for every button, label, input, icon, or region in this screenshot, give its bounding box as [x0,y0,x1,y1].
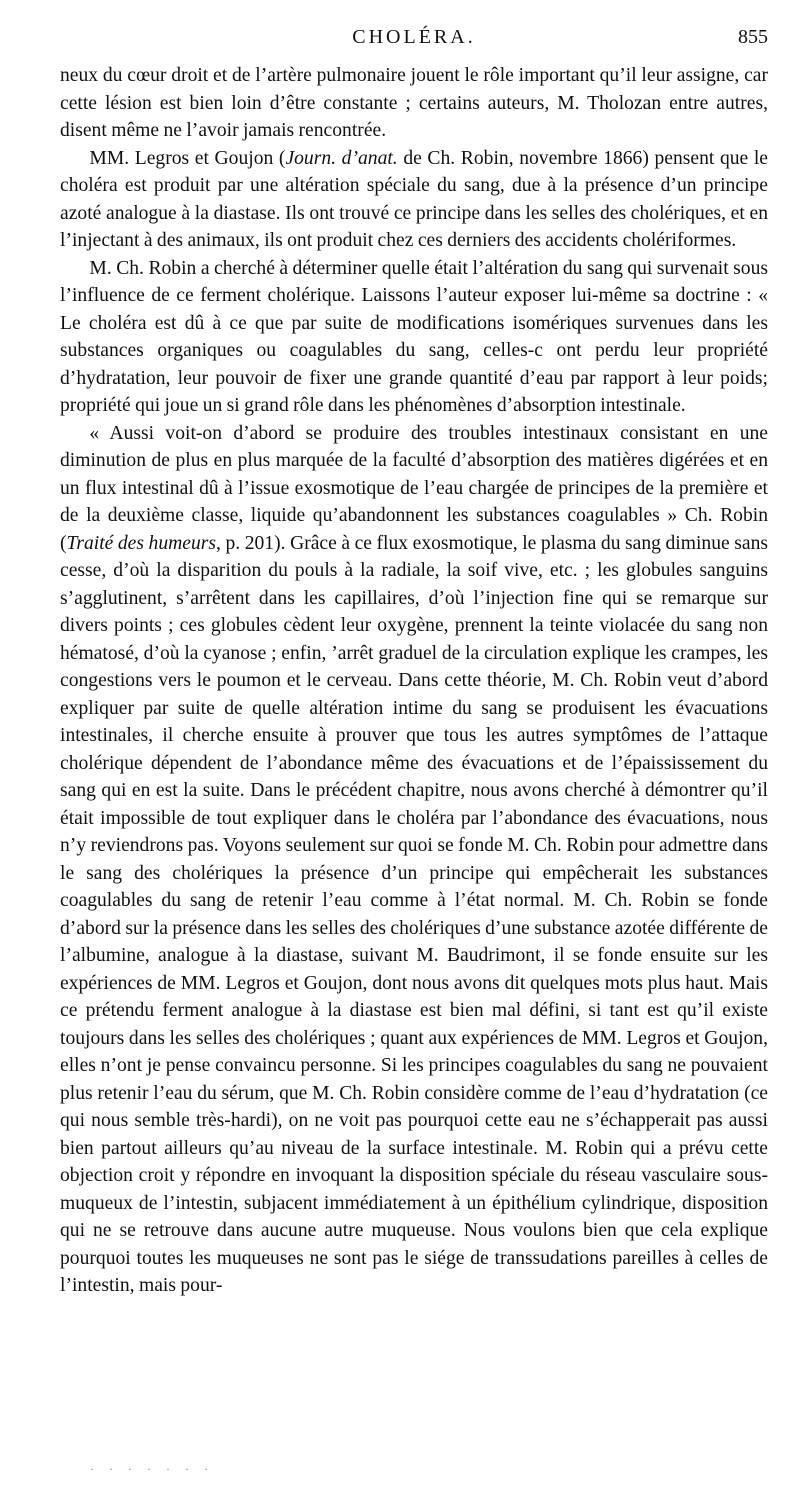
text-segment: « Aussi voit-on d’abord se produire des troubles intestinaux consistant en une diminution de plus en plus marquée de la faculté d’absorption des matières digérées et en un flux intestinal dû à l’issue exosmotique de l’eau chargée de principes de la première et de la deuxième classe, liquide qu’abandonnent les substances coagulables » Ch. Robin ( [60,422,768,554]
text-segment: M. Ch. Robin a cherché à déterminer quelle était l’altération du sang qui survenait sous l’influence de ce ferment cholérique. Laissons l’auteur exposer lui-même sa doctrine : « Le choléra est dû à ce que par suite de modifications isomériques survenues dans les substances organiques ou coagulables du sang, celles-c ont perdu leur propriété d’hydratation, leur pouvoir de fixer une grande quantité d’eau par rapport à leur poids; propriété qui joue un si grand rôle dans les phénomènes d’absorption intestinale. [60,257,768,416]
running-title: CHOLÉRA. [352,26,476,48]
paragraph-4 [60,420,768,1300]
journal-citation: Journ. d’anat. [285,147,398,169]
paragraph-2 [60,145,768,255]
text-segment: de Ch. Robin, novembre 1866) pensent que le choléra est produit par une altération spéciale du sang, due à la présence d’un principe azoté analogue à la diastase. Ils ont trouvé ce principe dans les selles des cholériques, et en l’injectant à des animaux, ils ont produit chez ces derniers des accidents cholériformes. [60,147,768,251]
book-citation: Traité des humeurs [66,532,217,554]
scan-speckle: · · · · · · · [90,1462,214,1476]
text-segment: MM. Legros et Goujon ( [89,147,286,169]
running-head [60,26,768,56]
body-text [60,62,768,1300]
text-segment: neux du cœur droit et de l’artère pulmonaire jouent le rôle important qu’il leur assigne, car cette lésion est bien loin d’être constante ; certains auteurs, M. Tholozan entre autres, disent même ne l’avoir jamais rencontrée. [60,65,768,141]
text-segment: , p. 201). Grâce à ce flux exosmotique, le plasma du sang diminue sans cesse, d’où la disparition du pouls à la radiale, la soif vive, etc. ; les globules sanguins s’agglutinent, s’arrêtent dans les capillaires, d’où l’injection fine qui se remarque sur divers points ; ces globules cèdent leur oxygène, prennent la teinte violacée du sang non hématosé, d’où la cyanose ; enfin, ’arrêt graduel de la circulation explique les crampes, les congestions vers le poumon et le cerveau. Dans cette théorie, M. Ch. Robin veut d’abord expliquer par suite de quelle altération intime du sang se produisent les évacuations intestinales, il cherche ensuite à prouver que tous les autres symptômes de l’attaque cholérique dépendent de l’abondance même des évacuations et de l’épaississement du sang qui en est la suite. Dans le précédent chapitre, nous avons cherché à démontrer qu’il était impossible de tout expliquer dans le choléra par l’abondance des évacuations, nous n’y reviendrons pas. Voyons seulement sur quoi se fonde M. Ch. Robin pour admettre dans le sang des cholériques la présence d’un principe qui empêcherait les substances coagulables du sang de retenir l’eau comme à l’état normal. M. Ch. Robin se fonde d’abord sur la présence dans les selles des cholériques d’une substance azotée différente de l’albumine, analogue à la diastase, suivant M. Baudrimont, il se fonde ensuite sur les expériences de MM. Legros et Goujon, dont nous avons dit quelques mots plus haut. Mais ce prétendu ferment analogue à la diastase est bien mal défini, si tant est qu’il existe toujours dans les selles des cholériques ; quant aux expériences de MM. Legros et Goujon, elles n’ont je pense convaincu personne. Si les principes coagulables du sang ne pouvaient plus retenir l’eau du sérum, que M. Ch. Robin considère comme de l’eau d’hydratation (ce qui nous semble très-hardi), on ne voit pas pourquoi cette eau ne s’échapperait pas aussi bien partout ailleurs qu’au niveau de la surface intestinale. M. Robin qui a prévu cette objection croit y répondre en invoquant la disposition spéciale du réseau vasculaire sous-muqueux de l’intestin, subjacent immédiatement à un épithélium cylindrique, disposition qui ne se retrouve dans aucune autre muqueuse. Nous voulons bien que cela explique pourquoi toutes les muqueuses ne sont pas le siége de transsudations pareilles à celles de l’intestin, mais pour- [60,532,768,1296]
page-number: 855 [738,26,768,48]
paragraph-1 [60,62,768,145]
paragraph-3 [60,255,768,420]
